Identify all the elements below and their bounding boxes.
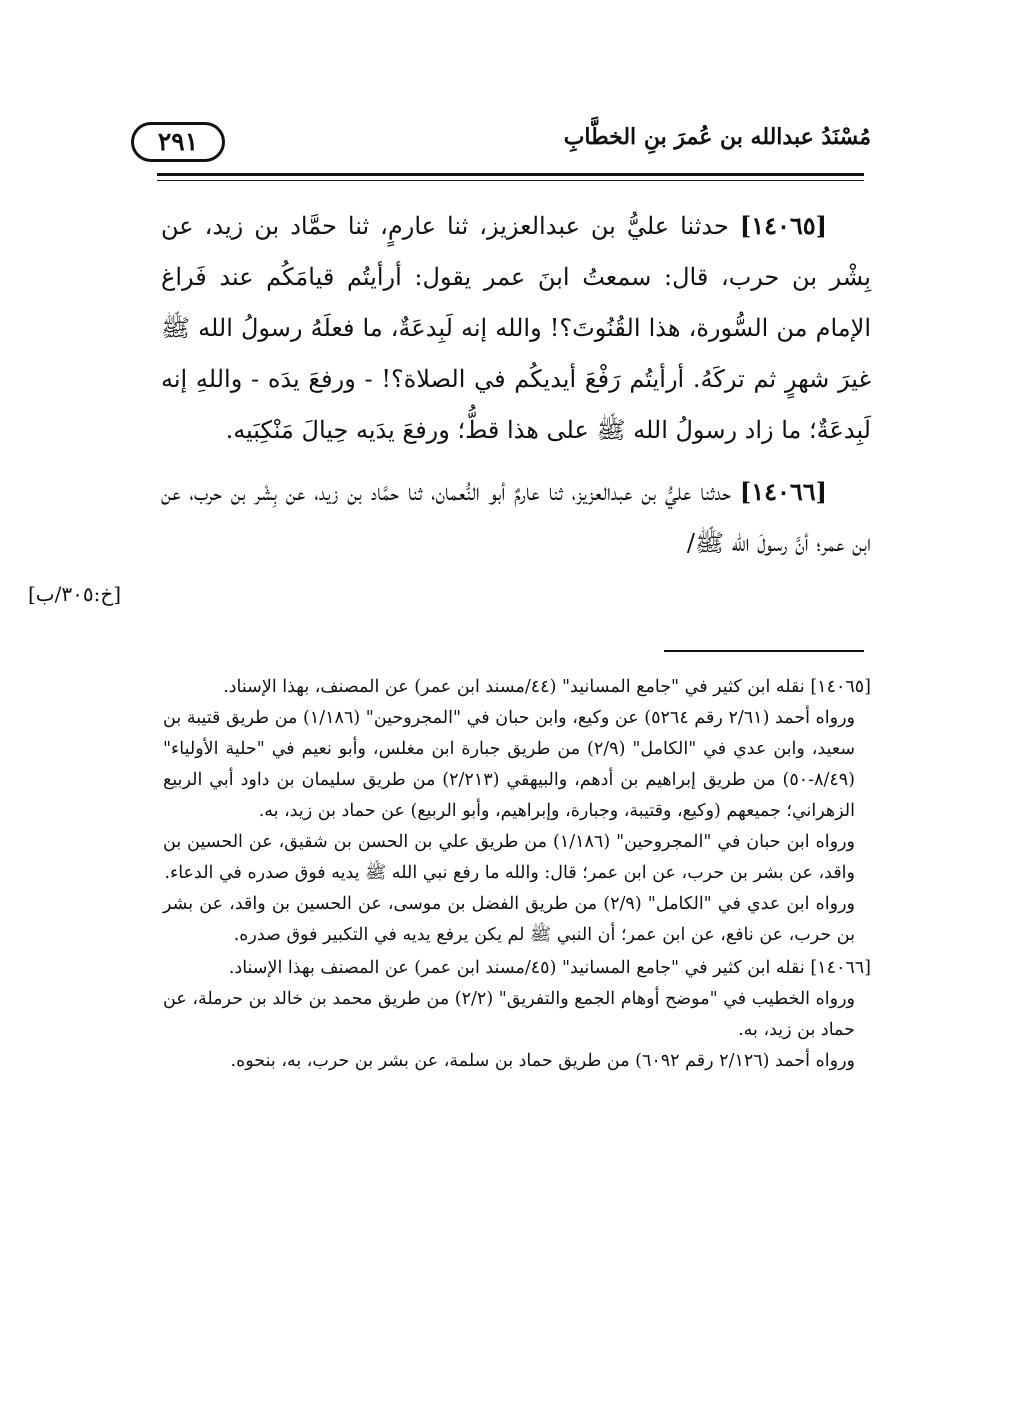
hadith-paragraph-14065 bbox=[161, 200, 871, 456]
main-text bbox=[161, 200, 871, 569]
manuscript-margin-note: [خ:٣٠٥/ب] bbox=[28, 582, 122, 606]
footnote-14066 bbox=[163, 953, 871, 1077]
footnote-line: ورواه أحمد (٢/١٢٦ رقم ٦٠٩٢) من طريق حماد بن سلمة، عن بشر بن حرب، به، بنحوه. bbox=[230, 1051, 855, 1071]
header-rule-thick bbox=[157, 173, 864, 176]
footnote-line: [١٤٠٦٦] نقله ابن كثير في "جامع المسانيد" (٤٥/مسند ابن عمر) عن المصنف بهذا الإسناد. bbox=[228, 958, 871, 978]
footnotes bbox=[163, 672, 871, 1079]
hadith-text: حدثنا عليُّ بن عبدالعزيز، ثنا عارمٌ أبو النُّعمان، ثنا حمَّاد بن زيد، عن بِشْر بن حرب، عن ابن عمر؛ أنَّ رسولَ الله ﷺ/ bbox=[161, 478, 871, 557]
footnote-line: ورواه الخطيب في "موضح أوهام الجمع والتفريق" (٢/٢) من طريق محمد بن خالد بن حرملة، عن حماد بن زيد، به. bbox=[163, 989, 855, 1040]
hadith-paragraph-14066 bbox=[161, 466, 871, 569]
header-rule-thin bbox=[157, 180, 864, 181]
running-header-title: مُسْنَدُ عبدالله بن عُمرَ بنِ الخطَّابِ bbox=[563, 124, 871, 150]
hadith-number: [١٤٠٦٦] bbox=[739, 477, 827, 506]
hadith-text: حدثنا عليُّ بن عبدالعزيز، ثنا عارمٍ، ثنا حمَّاد بن زيد، عن بِشْر بن حرب، قال: سمعتُ ابنَ عمر يقول: أرأيتُم قيامَكُم عند فَراغ الإمام من السُّورة، هذا القُنُوتَ؟! والله إنه لَبِدعَةٌ، ما فعلَهُ رسولُ الله ﷺ غيرَ شهرٍ ثم تركَهُ. أرأيتُم رَفْعَ أيديكُم في الصلاة؟! - ورفعَ يدَه - واللهِ إنه لَبِدعَةٌ؛ ما زاد رسولُ الله ﷺ على هذا قطُّ؛ ورفعَ يدَيه حِيالَ مَنْكِبَيه. bbox=[161, 212, 871, 444]
footnote-line: [١٤٠٦٥] نقله ابن كثير في "جامع المسانيد" (٤٤/مسند ابن عمر) عن المصنف، بهذا الإسناد. bbox=[223, 677, 871, 697]
footnote-separator bbox=[664, 650, 864, 652]
footnote-line: ورواه ابن حبان في "المجروحين" (١/١٨٦) من طريق علي بن الحسن بن شقيق، عن الحسين بن واقد، عن بشر بن حرب، عن ابن عمر؛ قال: والله ما رفع نبي الله ﷺ يديه فوق صدره في الدعاء. bbox=[163, 832, 855, 883]
footnote-line: ورواه ابن عدي في "الكامل" (٢/٩) من طريق الفضل بن موسى، عن الحسين بن واقد، عن بشر بن حرب، عن نافع، عن ابن عمر؛ أن النبي ﷺ لم يكن يرفع يديه في التكبير فوق صدره. bbox=[163, 894, 855, 945]
hadith-number: [١٤٠٦٥] bbox=[739, 211, 828, 240]
footnote-14065 bbox=[163, 672, 871, 951]
footnote-line: ورواه أحمد (٢/٦١ رقم ٥٢٦٤) عن وكيع، وابن حبان في "المجروحين" (١/١٨٦) من طريق قتيبة بن سعيد، وابن عدي في "الكامل" (٢/٩) من طريق جبارة ابن مغلس، وأبو نعيم في "حلية الأولياء" (٨/٤٩-٥٠) من طريق إبراهيم بن أدهم، والبيهقي (٢/٢١٣) من طريق سليمان بن داود أبي الربيع الزهراني؛ جميعهم (وكيع، وقتيبة، وجبارة، وإبراهيم، وأبو الربيع) عن حماد بن زيد، به. bbox=[163, 708, 856, 821]
page-number-badge: ٢٩١ bbox=[131, 122, 225, 162]
